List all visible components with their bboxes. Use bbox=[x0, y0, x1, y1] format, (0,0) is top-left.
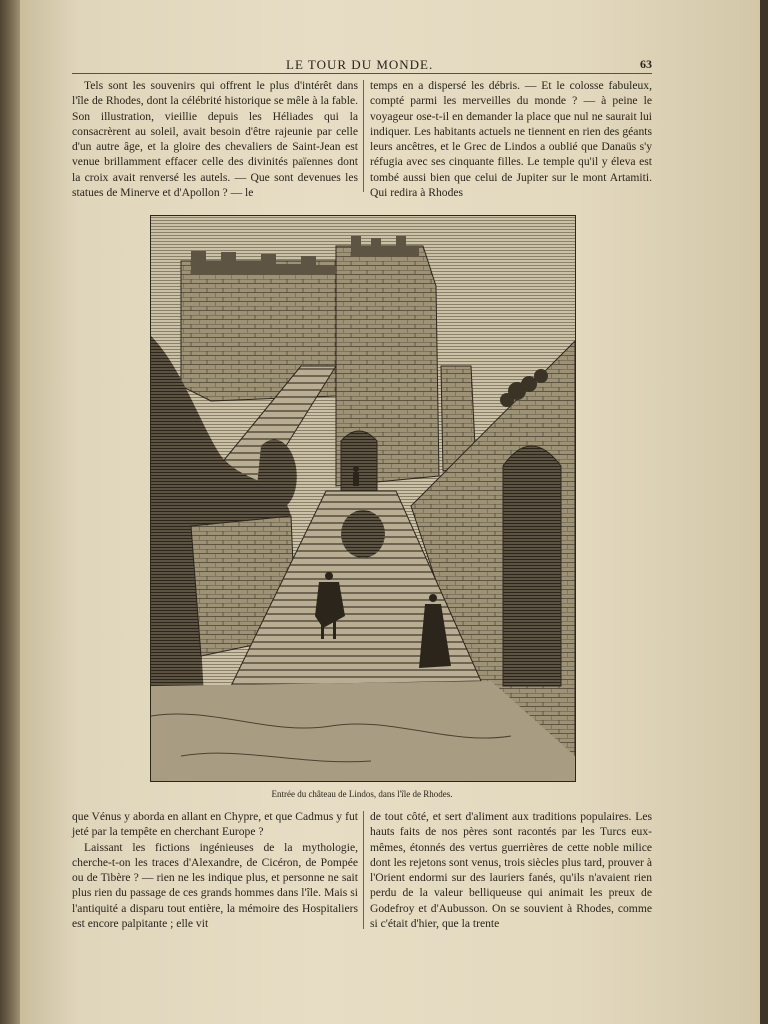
paragraph: que Vénus y aborda en allant en Chypre, et que Cadmus y fut jeté par la tempête en cherchant Europe ? bbox=[72, 810, 358, 839]
text-column-top-left bbox=[72, 78, 358, 200]
book-gutter-shadow bbox=[0, 0, 22, 1024]
running-header-title: LE TOUR DU MONDE. bbox=[286, 57, 434, 72]
column-divider-top bbox=[363, 80, 364, 192]
paragraph: Laissant les fictions ingénieuses de la mythologie, cherche-t-on les traces d'Alexandre, de Cicéron, de Pompée ou de Tibère ? — rien ne les indique plus, et personne ne sait plus rien du passage de ces grands hommes dans l'île. Mais si l'antiquité a disparu tout entière, la mémoire des Hospitaliers est encore palpitante ; elle vit bbox=[72, 840, 358, 931]
paragraph: Tels sont les souvenirs qui offrent le plus d'intérêt dans l'île de Rhodes, dont la célébrité historique se mêle à la fable. Son illustration, vieillie depuis les Héliades qui la consacrèrent au soleil, avait besoin d'être rajeunie par celle d'un autre âge, et la gloire des chevaliers de Saint-Jean est venue brillamment effacer celle des divinités païennes dont la croix avait renversé les autels. — Que sont devenues les statues de Minerve et d'Apollon ? — le bbox=[72, 79, 358, 200]
engraving-illustration bbox=[150, 215, 576, 782]
header-rule bbox=[72, 73, 652, 74]
text-column-bottom-left bbox=[72, 809, 358, 931]
text-column-top-right bbox=[370, 78, 652, 200]
page-edge-shadow bbox=[760, 0, 768, 1024]
text-column-bottom-right bbox=[370, 809, 652, 931]
paragraph: de tout côté, et sert d'aliment aux traditions populaires. Les hauts faits de nos pères sont racontés par les Turcs eux-mêmes, étonnés des vertus guerrières de cette noble milice dont les rejetons sont venus, trois siècles plus tard, prouver à l'Orient endormi sur des lauriers fanés, qu'ils n'avaient rien perdu de la valeur belliqueuse qui animait les preux de Godefroy et d'Aubusson. On se souvient à Rhodes, comme si c'était d'hier, que la trente bbox=[370, 810, 652, 931]
column-divider-bottom bbox=[363, 811, 364, 929]
figure-caption: Entrée du château de Lindos, dans l'île de Rhodes. bbox=[271, 789, 453, 799]
engraving-lindos-castle bbox=[151, 216, 575, 781]
paragraph: temps en a dispersé les débris. — Et le colosse fabuleux, compté parmi les merveilles du monde ? — à peine le voyageur ose-t-il en demander la place que nul ne saurait lui indiquer. Les habitants actuels ne tiennent en rien des géants leurs ancêtres, et le Grec de Lindos a oublié que Danaüs s'y réfugia avec ses cinquante filles. Le temple qu'il y éleva est tombé aussi bien que celui de Jupiter sur le mont Artamiti. Qui redira à Rhodes bbox=[370, 79, 652, 200]
page-number: 63 bbox=[640, 57, 652, 71]
